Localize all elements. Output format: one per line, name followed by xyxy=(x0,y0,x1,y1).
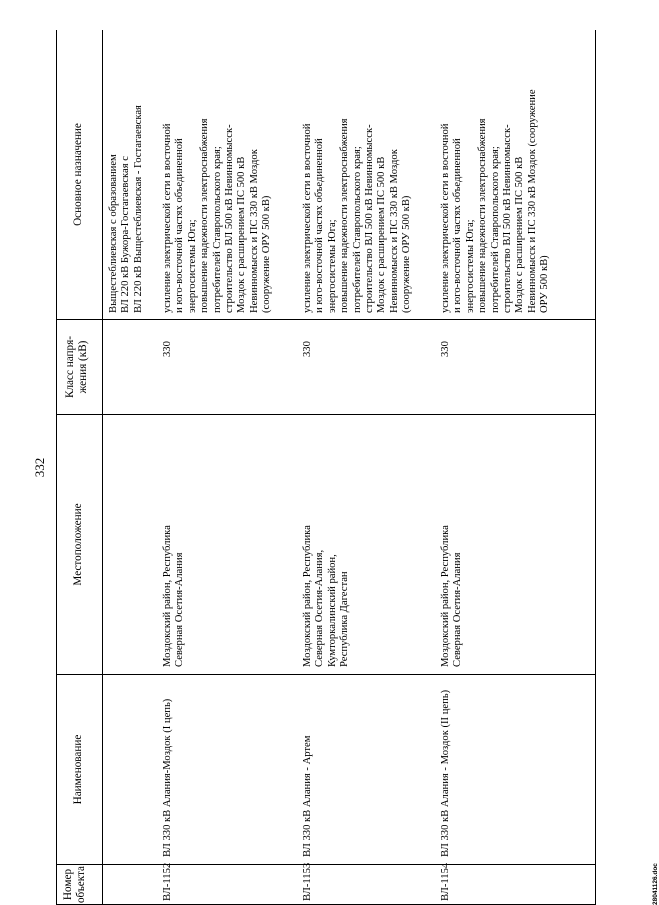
page-number: 332 xyxy=(32,457,47,478)
row-location: Моздокский район, Республика Северная Осетия-Алания xyxy=(162,525,186,667)
row-purpose: усиление электрической сети в восточной и юго-восточной частях объединенной энергосистемы Юга; повышение надежности электроснабжения потребителей Ставропольского края; строительство ВЛ 500 кВ Невинномысск- Моздок с расширением ПС 500 кВ Невинномысск и ПС 330 кВ Моздок (сооружение ОРУ 500 кВ) xyxy=(302,118,413,313)
column-divider xyxy=(56,319,596,320)
header-purpose: Основное назначение xyxy=(72,123,84,226)
table-bottom-border xyxy=(595,30,596,905)
header-name: Наименование xyxy=(72,734,84,805)
row-name: ВЛ 330 кВ Алания - Моздок (II цепь) xyxy=(440,689,451,857)
header-bottom-border xyxy=(102,30,103,905)
row-location: Моздокский район, Республика Северная Осетия-Алания, Кумторкалинский район, Республика Дагестан xyxy=(302,525,351,667)
header-number: Номер объекта xyxy=(62,865,87,904)
header-voltage: Класс напря- жения (кВ) xyxy=(64,336,89,398)
column-divider xyxy=(56,864,596,865)
column-divider xyxy=(56,414,596,415)
row-voltage: 330 xyxy=(162,341,173,357)
row-location: Моздокский район, Республика Северная Осетия-Алания xyxy=(440,525,464,667)
objects-table xyxy=(56,30,596,905)
continuation-purpose: Выщестеблиевская с образованием ВЛ 220 кВ Бужора-Гостагаевская с ВЛ 220 кВ Выщестеблиевская - Гостагаевская xyxy=(108,105,144,313)
row-name: ВЛ 330 кВ Алания-Моздок (I цепь) xyxy=(162,698,173,857)
row-purpose: усиление электрической сети в восточной и юго-восточной частях объединенной энергосистемы Юга; повышение надежности электроснабжения потребителей Ставропольского края; строительство ВЛ 500 кВ Невинномысск- Моздок с расширением ПС 500 кВ Невинномысск и ПС 330 кВ Моздок (сооружение ОРУ 500 кВ) xyxy=(440,89,551,313)
column-divider xyxy=(56,674,596,675)
row-name: ВЛ 330 кВ Алания - Артем xyxy=(302,735,313,857)
row-number: ВЛ-1154 xyxy=(440,862,451,901)
table-top-border xyxy=(56,30,57,905)
row-voltage: 330 xyxy=(302,341,313,357)
row-purpose: усиление электрической сети в восточной и юго-восточной частях объединенной энергосистемы Юга; повышение надежности электроснабжения потребителей Ставропольского края; строительство ВЛ 500 кВ Невинномысск- Моздок с расширением ПС 500 кВ Невинномысск и ПС 330 кВ Моздок (сооружение ОРУ 500 кВ) xyxy=(162,118,273,313)
row-number: ВЛ-1153 xyxy=(302,862,313,901)
header-location: Местоположение xyxy=(72,503,84,586)
row-number: ВЛ-1152 xyxy=(162,862,173,901)
row-voltage: 330 xyxy=(440,341,451,357)
footer-code: 28041126.doc xyxy=(652,863,659,905)
rotated-page xyxy=(32,30,659,905)
